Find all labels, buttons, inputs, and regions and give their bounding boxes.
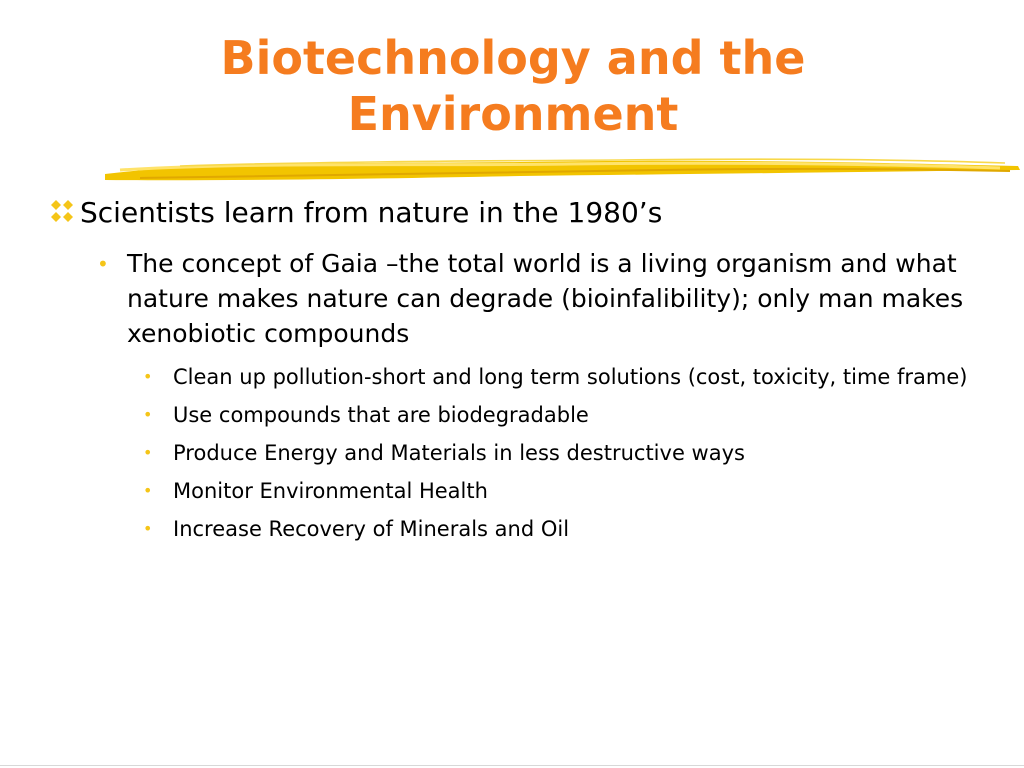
- bottom-divider-line: [0, 765, 1024, 766]
- level-3-bullet-item: [143, 438, 1003, 468]
- bullet-dot-icon: •: [143, 481, 153, 500]
- bullet-dot-icon: •: [143, 367, 153, 386]
- level-3-bullet-text: Use compounds that are biodegradable: [173, 403, 589, 427]
- level-1-bullet-item: [48, 193, 662, 233]
- bullet-dot-icon: •: [143, 405, 153, 424]
- level-2-bullet-item: [97, 246, 997, 351]
- level-3-bullet-text: Monitor Environmental Health: [173, 479, 488, 503]
- diamond-bullet-icon: [48, 198, 80, 228]
- bullet-dot-icon: •: [143, 443, 153, 462]
- level-3-bullet-list: [143, 362, 1003, 552]
- bullet-dot-icon: •: [143, 519, 153, 538]
- level-3-bullet-item: [143, 400, 1003, 430]
- level-1-bullet-text: Scientists learn from nature in the 1980’s: [80, 196, 663, 229]
- level-3-bullet-item: [143, 514, 1003, 544]
- level-3-bullet-item: [143, 476, 1003, 506]
- level-3-bullet-text: Clean up pollution-short and long term solutions (cost, toxicity, time frame): [173, 365, 968, 389]
- level-3-bullet-item: [143, 362, 1003, 392]
- slide-title-line-2: Environment: [347, 87, 679, 141]
- level-3-bullet-text: Produce Energy and Materials in less destructive ways: [173, 441, 745, 465]
- slide-title-line-1: Biotechnology and the: [220, 31, 806, 85]
- slide-title: [100, 30, 926, 142]
- level-3-bullet-text: Increase Recovery of Minerals and Oil: [173, 517, 570, 541]
- bullet-dot-icon: •: [97, 252, 109, 276]
- yellow-brush-stroke-divider: [100, 150, 1024, 186]
- level-2-bullet-text: The concept of Gaia –the total world is a living organism and what nature makes nature can degrade (bioinfalibility); only man makes xenobiotic compounds: [127, 249, 964, 348]
